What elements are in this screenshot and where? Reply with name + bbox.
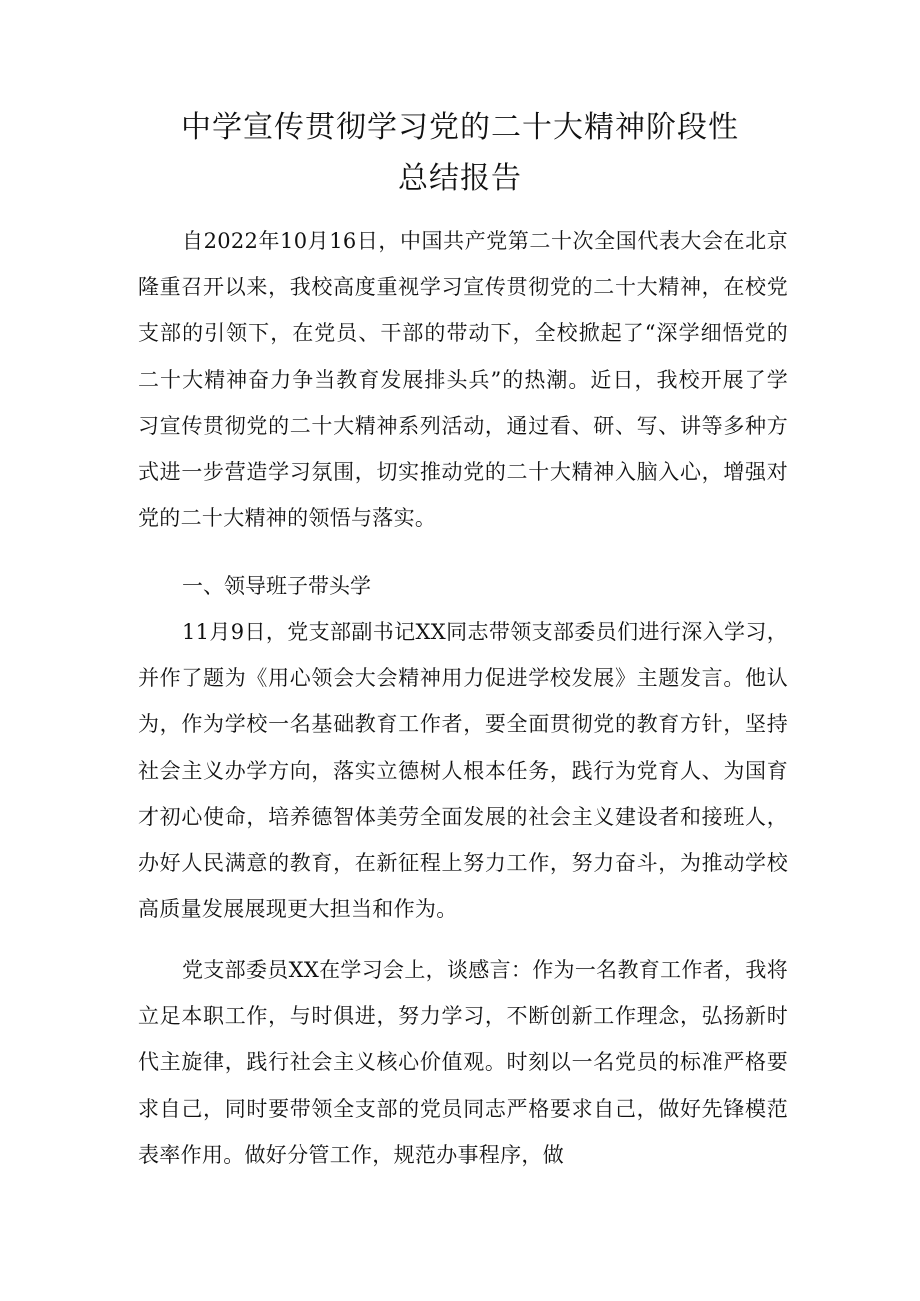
document-title-line-1: 中学宣传贯彻学习党的二十大精神阶段性 <box>181 110 739 145</box>
document-title-line-2: 总结报告 <box>398 161 522 196</box>
paragraph-intro: 自2022年10月16日，中国共产党第二十次全国代表大会在北京隆重召开以来，我校高度重视学习宣传贯彻党的二十大精神，在校党支部的引领下，在党员、干部的带动下，全校掀起了“深学细悟党的二十大精神奋力争当教育发展排头兵”的热潮。近日，我校开展了学习宣传贯彻党的二十大精神系列活动，通过看、研、写、讲等多种方式进一步营造学习氛围，切实推动党的二十大精神入脑入心，增强对党的二十大精神的领悟与落实。 <box>138 229 788 531</box>
section-heading-leadership: 一、领导班子带头学 <box>182 574 371 598</box>
paragraph-deputy-secretary: 11月9日，党支部副书记XX同志带领支部委员们进行深入学习，并作了题为《用心领会大会精神用力促进学校发展》主题发言。他认为，作为学校一名基础教育工作者，要全面贯彻党的教育方针，坚持社会主义办学方向，落实立德树人根本任务，践行为党育人、为国育才初心使命，培养德智体美劳全面发展的社会主义建设者和接班人，办好人民满意的教育，在新征程上努力工作，努力奋斗，为推动学校高质量发展展现更大担当和作为。 <box>138 620 788 922</box>
paragraph-committee-member: 党支部委员XX在学习会上，谈感言：作为一名教育工作者，我将立足本职工作，与时俱进，努力学习，不断创新工作理念，弘扬新时代主旋律，践行社会主义核心价值观。时刻以一名党员的标准严格要求自己，同时要带领全支部的党员同志严格要求自己，做好先锋模范表率作用。做好分管工作，规范办事程序，做 <box>138 958 788 1167</box>
